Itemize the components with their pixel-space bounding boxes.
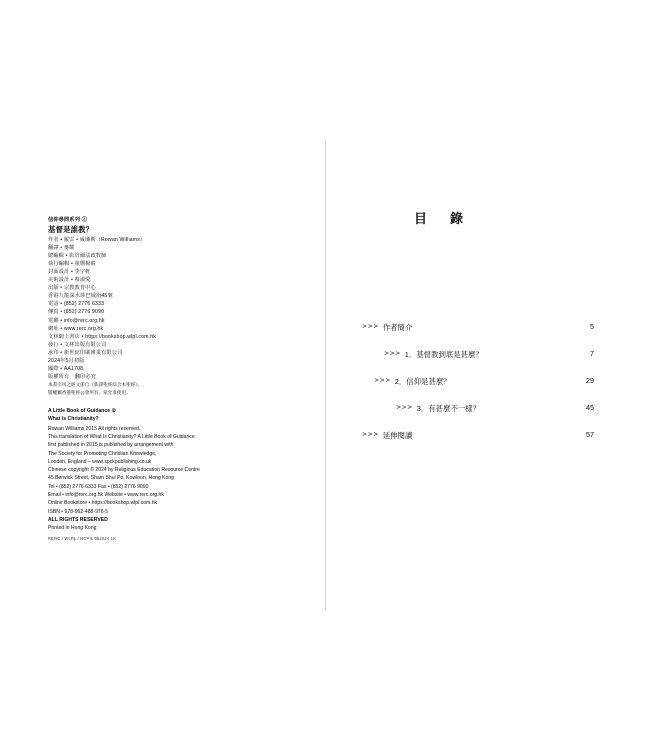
imprint-line-en: Rowan Williams 2015 All rights reserved. [48,425,141,432]
imprint-block [48,216,298,543]
imprint-chinese-block [48,216,298,381]
chevron-right-icon: >>> [374,377,391,384]
credit-line: 國際 • AA1708 [48,366,84,373]
credit-line: 美術設計 • 蔡淑愛 [48,277,91,284]
table-of-contents [362,322,594,457]
credit-line: 出版 • 宗教教育中心 [48,285,96,292]
credit-line: 香港九龍深水埗巴域街45號 [48,293,113,300]
imprint-line-en: This translation of What Is Christianity? A Little Book of Guidance [48,433,195,440]
credit-line: 網址 • www.rerc.org.hk [48,325,104,332]
credit-line: 翻譯 • 麥耀 [48,244,75,251]
imprint-line-en: The Society for Promoting Christian Knowledge, [48,450,157,457]
credit-line: 文林網上書店 • https://bookshop.wlpl.com.hk [48,333,156,340]
chevron-right-icon: >>> [396,404,413,411]
printed-line: Printed in Hong Kong [48,525,97,532]
copyright-holder-line: 版權所有 翻印必究 [48,374,97,381]
page-right-contents [326,140,623,610]
credit-line: 總編輯 • 影培爾法政牧師 [48,252,107,259]
toc-entry-page: 5 [590,322,594,331]
imprint-line-en: London, England – www.spckpublishing.co.uk [48,458,152,465]
rights-reserved-line: ALL RIGHTS RESERVED [48,516,108,523]
imprint-line-en: Tel • (852) 2776 6333 Fax • (852) 2776 9090 [48,483,149,490]
imprint-line-en: Email • info@rerc.org.hk Website • www.rerc.org.hk [48,492,164,499]
toc-entry-page: 29 [586,376,594,385]
toc-entry-page: 57 [586,430,594,439]
toc-entry-chapter-3[interactable] [362,403,594,430]
book-title-zh: 基督是誰教？ [48,225,94,235]
imprint-line-en: 45 Berwick Street, Sham Shui Po, Kowloon, Hong Kong [48,475,174,482]
credit-line: 電郵 • info@rerc.org.hk [48,317,105,324]
imprint-line-en: first published in 2015 is published by arrangement with [48,442,174,449]
chevron-right-icon: >>> [362,431,379,438]
scripture-note-block [48,381,298,396]
page-left-imprint [28,140,326,610]
imprint-english-block [48,407,298,543]
toc-entry-page: 7 [590,349,594,358]
note-line: 本書引用之經文節自《新譯聖經綜合本聖經》。 [48,382,143,388]
toc-entry-label: 作者簡介 [382,323,413,332]
page-title: 目 錄 [414,212,469,227]
series-line-en: A Little Book of Guidance ② [48,408,117,415]
toc-entry-author-bio[interactable] [362,322,594,349]
credit-line: 封面設計 • 李宇軒 [48,268,91,275]
credit-line: 承印 • 新世紀印刷實業有限公司 [48,349,123,356]
credit-line: 執行編輯 • 童珊楊睛 [48,260,96,267]
toc-entry-chapter-2[interactable] [362,376,594,403]
credit-line: 發行 • 文林出版有限公司 [48,341,107,348]
toc-entry-label: 3．有甚麼不一樣？ [416,404,481,413]
credit-line: 作者 • 羅雲 • 威廉斯（Rowan Williams） [48,236,146,243]
note-line: 版權屬香港聖經公會所有，蒙允准使用。 [48,389,131,395]
toc-entry-page: 45 [586,403,594,412]
toc-entry-label: 1．基督教到底是甚麼？ [404,350,483,359]
book-title-en: What Is Christianity? [48,416,99,423]
chevron-right-icon: >>> [384,350,401,357]
toc-entry-label: 2．信仰是甚麼？ [394,377,451,386]
chevron-right-icon: >>> [362,323,379,330]
imprint-line-en: Chinese copyright © 2024 by Religious Education Resource Centre [48,467,200,474]
series-line: 信仰尋問系列 ② [48,217,87,223]
toc-entry-label: 延伸閱讀 [382,431,413,440]
imprint-line-en: ISBN • 978-962-488-976-5 [48,508,109,515]
toc-entry-further-reading[interactable] [362,430,594,457]
credit-line: 2024年5月初版 [48,358,85,364]
credit-line: 傳真 • (852) 2776 9090 [48,309,105,316]
credit-line: 電話 • (852) 2776 6333 [48,301,105,308]
imprint-line-en: Online Bookstore • https://bookshop.wlpl.com.hk [48,500,158,507]
print-code-line: RERC / WLPL / HCPIL 052024 1K [48,535,117,541]
toc-entry-chapter-1[interactable] [362,349,594,376]
